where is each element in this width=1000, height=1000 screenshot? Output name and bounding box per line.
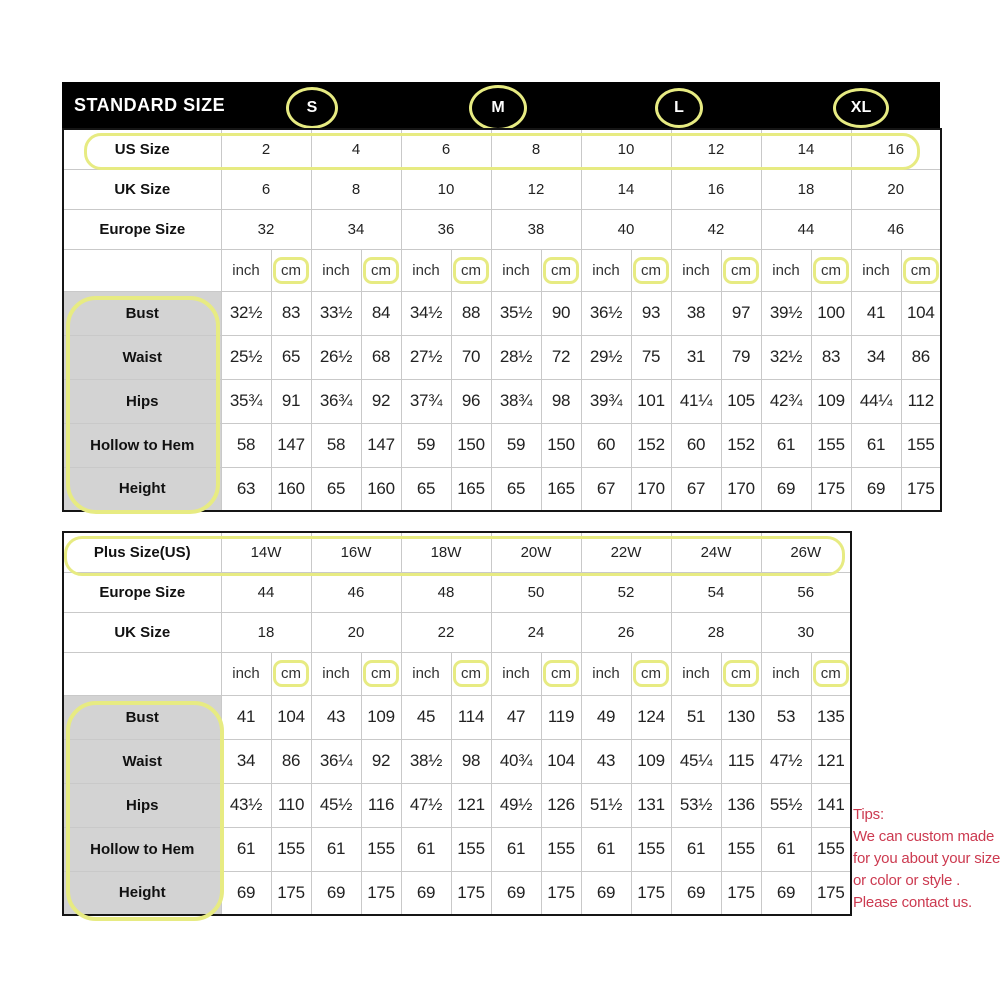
- hollow-to-hem-inch-value: 59: [401, 423, 451, 467]
- cm-highlight-ring: cm: [273, 257, 309, 284]
- hollow-to-hem-cm-value: 150: [541, 423, 581, 467]
- unit-row-label: [63, 652, 221, 695]
- plus-size-us-value: 24W: [671, 532, 761, 572]
- europe-size-value: 52: [581, 572, 671, 612]
- size-oval-xl: XL: [833, 88, 889, 128]
- height-inch-value: 69: [221, 871, 271, 915]
- waist-cm-value: 75: [631, 335, 671, 379]
- height-inch-value: 65: [491, 467, 541, 511]
- size-oval-l: L: [655, 88, 703, 128]
- us-size-value: 16: [851, 129, 941, 169]
- waist-inch-value: 28½: [491, 335, 541, 379]
- hollow-to-hem-cm-value: 155: [361, 827, 401, 871]
- tips-line: Please contact us.: [853, 894, 972, 911]
- bust-inch-value: 49: [581, 695, 631, 739]
- hips-cm-value: 131: [631, 783, 671, 827]
- hollow-to-hem-inch-value: 61: [401, 827, 451, 871]
- height-cm-value: 175: [271, 871, 311, 915]
- europe-size-row: [63, 209, 941, 249]
- hollow-to-hem-cm-value: 152: [721, 423, 761, 467]
- europe-size-value: 44: [761, 209, 851, 249]
- hollow-to-hem-inch-value: 61: [311, 827, 361, 871]
- cm-highlight-ring: cm: [633, 660, 669, 687]
- waist-cm-value: 109: [631, 739, 671, 783]
- standard-size-header: [62, 82, 940, 128]
- plus-size-us-value: 16W: [311, 532, 401, 572]
- cm-highlight-ring: cm: [363, 257, 399, 284]
- waist-row: [63, 335, 941, 379]
- height-inch-value: 69: [761, 467, 811, 511]
- hips-row: [63, 379, 941, 423]
- bust-inch-value: 51: [671, 695, 721, 739]
- unit-inch-cell: inch: [221, 249, 271, 291]
- europe-size-label: Europe Size: [63, 209, 221, 249]
- waist-label: Waist: [63, 335, 221, 379]
- waist-cm-value: 92: [361, 739, 401, 783]
- hollow-to-hem-inch-value: 61: [581, 827, 631, 871]
- height-cm-value: 175: [631, 871, 671, 915]
- uk-size-value: 16: [671, 169, 761, 209]
- europe-size-value: 46: [311, 572, 401, 612]
- hollow-to-hem-inch-value: 61: [491, 827, 541, 871]
- unit-inch-cell: inch: [401, 652, 451, 695]
- height-inch-value: 69: [401, 871, 451, 915]
- hollow-to-hem-cm-value: 155: [541, 827, 581, 871]
- height-inch-value: 69: [311, 871, 361, 915]
- waist-cm-value: 121: [811, 739, 851, 783]
- uk-size-label: UK Size: [63, 612, 221, 652]
- bust-row: [63, 695, 851, 739]
- europe-size-value: 36: [401, 209, 491, 249]
- hips-cm-value: 121: [451, 783, 491, 827]
- us-size-value: 6: [401, 129, 491, 169]
- hips-label: Hips: [63, 379, 221, 423]
- hollow-to-hem-inch-value: 58: [221, 423, 271, 467]
- height-row: [63, 871, 851, 915]
- cm-highlight-ring: cm: [273, 660, 309, 687]
- size-oval-m: M: [469, 85, 527, 131]
- hips-cm-value: 109: [811, 379, 851, 423]
- unit-cm-cell: [451, 652, 491, 695]
- cm-highlight-ring: cm: [813, 257, 849, 284]
- hips-row: [63, 783, 851, 827]
- bust-cm-value: 97: [721, 291, 761, 335]
- unit-inch-cell: inch: [851, 249, 901, 291]
- waist-cm-value: 65: [271, 335, 311, 379]
- us-size-value: 4: [311, 129, 401, 169]
- hips-cm-value: 126: [541, 783, 581, 827]
- hips-inch-value: 55½: [761, 783, 811, 827]
- hips-inch-value: 53½: [671, 783, 721, 827]
- us-size-value: 8: [491, 129, 581, 169]
- hips-inch-value: 41¼: [671, 379, 721, 423]
- cm-highlight-ring: cm: [633, 257, 669, 284]
- cm-highlight-ring: cm: [363, 660, 399, 687]
- unit-inch-cell: inch: [671, 652, 721, 695]
- us-size-value: 14: [761, 129, 851, 169]
- waist-inch-value: 31: [671, 335, 721, 379]
- waist-cm-value: 115: [721, 739, 761, 783]
- hips-cm-value: 110: [271, 783, 311, 827]
- hollow-to-hem-inch-value: 59: [491, 423, 541, 467]
- bust-cm-value: 84: [361, 291, 401, 335]
- us-size-value: 2: [221, 129, 311, 169]
- europe-size-value: 48: [401, 572, 491, 612]
- unit-cm-cell: [361, 652, 401, 695]
- cm-highlight-ring: cm: [543, 660, 579, 687]
- unit-inch-cell: inch: [491, 652, 541, 695]
- waist-inch-value: 27½: [401, 335, 451, 379]
- hollow-to-hem-inch-value: 58: [311, 423, 361, 467]
- bust-inch-value: 43: [311, 695, 361, 739]
- plus-size-us-row: [63, 532, 851, 572]
- europe-size-value: 34: [311, 209, 401, 249]
- waist-inch-value: 45¼: [671, 739, 721, 783]
- europe-size-value: 40: [581, 209, 671, 249]
- tips-line: for you about your size: [853, 850, 1000, 867]
- hollow-to-hem-inch-value: 61: [761, 423, 811, 467]
- plus-size-us-value: 22W: [581, 532, 671, 572]
- uk-size-value: 28: [671, 612, 761, 652]
- uk-size-label: UK Size: [63, 169, 221, 209]
- waist-cm-value: 104: [541, 739, 581, 783]
- waist-cm-value: 98: [451, 739, 491, 783]
- us-size-row: [63, 129, 941, 169]
- bust-cm-value: 135: [811, 695, 851, 739]
- waist-cm-value: 86: [271, 739, 311, 783]
- plus-size-us-value: 18W: [401, 532, 491, 572]
- bust-cm-value: 88: [451, 291, 491, 335]
- us-size-label: US Size: [63, 129, 221, 169]
- bust-cm-value: 109: [361, 695, 401, 739]
- unit-inch-cell: inch: [311, 249, 361, 291]
- bust-inch-value: 41: [851, 291, 901, 335]
- bust-cm-value: 100: [811, 291, 851, 335]
- plus-size-us-value: 20W: [491, 532, 581, 572]
- height-inch-value: 65: [401, 467, 451, 511]
- hollow-to-hem-inch-value: 61: [851, 423, 901, 467]
- uk-size-value: 30: [761, 612, 851, 652]
- height-inch-value: 63: [221, 467, 271, 511]
- waist-inch-value: 26½: [311, 335, 361, 379]
- uk-size-value: 18: [221, 612, 311, 652]
- height-inch-value: 69: [581, 871, 631, 915]
- europe-size-value: 54: [671, 572, 761, 612]
- hips-cm-value: 116: [361, 783, 401, 827]
- hips-cm-value: 112: [901, 379, 941, 423]
- hollow-to-hem-cm-value: 147: [271, 423, 311, 467]
- cm-highlight-ring: cm: [723, 257, 759, 284]
- unit-cm-cell: [901, 249, 941, 291]
- unit-cm-cell: [271, 249, 311, 291]
- tips-heading: Tips:: [853, 806, 884, 823]
- europe-size-value: 42: [671, 209, 761, 249]
- hips-cm-value: 91: [271, 379, 311, 423]
- hollow-to-hem-cm-value: 155: [811, 827, 851, 871]
- cm-highlight-ring: cm: [453, 257, 489, 284]
- bust-inch-value: 39½: [761, 291, 811, 335]
- unit-row: [63, 652, 851, 695]
- unit-cm-cell: [451, 249, 491, 291]
- hips-cm-value: 96: [451, 379, 491, 423]
- uk-size-value: 18: [761, 169, 851, 209]
- height-row: [63, 467, 941, 511]
- height-cm-value: 160: [361, 467, 401, 511]
- height-cm-value: 175: [811, 467, 851, 511]
- europe-size-row: [63, 572, 851, 612]
- uk-size-value: 24: [491, 612, 581, 652]
- uk-size-value: 20: [851, 169, 941, 209]
- unit-cm-cell: [721, 249, 761, 291]
- waist-inch-value: 40¾: [491, 739, 541, 783]
- bust-label: Bust: [63, 695, 221, 739]
- bust-inch-value: 35½: [491, 291, 541, 335]
- europe-size-value: 56: [761, 572, 851, 612]
- europe-size-label: Europe Size: [63, 572, 221, 612]
- unit-inch-cell: inch: [671, 249, 721, 291]
- bust-inch-value: 53: [761, 695, 811, 739]
- waist-cm-value: 79: [721, 335, 761, 379]
- waist-inch-value: 36¼: [311, 739, 361, 783]
- waist-inch-value: 29½: [581, 335, 631, 379]
- hollow-to-hem-cm-value: 155: [811, 423, 851, 467]
- hollow-to-hem-cm-value: 150: [451, 423, 491, 467]
- hollow-to-hem-cm-value: 147: [361, 423, 401, 467]
- bust-cm-value: 104: [901, 291, 941, 335]
- bust-cm-value: 93: [631, 291, 671, 335]
- hollow-to-hem-cm-value: 155: [631, 827, 671, 871]
- hips-inch-value: 45½: [311, 783, 361, 827]
- bust-inch-value: 47: [491, 695, 541, 739]
- hollow-to-hem-inch-value: 60: [671, 423, 721, 467]
- uk-size-value: 12: [491, 169, 581, 209]
- bust-label: Bust: [63, 291, 221, 335]
- unit-cm-cell: [541, 652, 581, 695]
- waist-inch-value: 34: [221, 739, 271, 783]
- waist-inch-value: 43: [581, 739, 631, 783]
- waist-inch-value: 34: [851, 335, 901, 379]
- uk-size-value: 6: [221, 169, 311, 209]
- cm-highlight-ring: cm: [903, 257, 939, 284]
- height-inch-value: 69: [671, 871, 721, 915]
- bust-cm-value: 114: [451, 695, 491, 739]
- uk-size-value: 8: [311, 169, 401, 209]
- unit-cm-cell: [541, 249, 581, 291]
- height-cm-value: 170: [631, 467, 671, 511]
- plus-size-us-value: 14W: [221, 532, 311, 572]
- height-inch-value: 67: [671, 467, 721, 511]
- plus-size-us-label: Plus Size(US): [63, 532, 221, 572]
- europe-size-value: 32: [221, 209, 311, 249]
- height-cm-value: 165: [541, 467, 581, 511]
- bust-inch-value: 41: [221, 695, 271, 739]
- hollow-to-hem-cm-value: 155: [451, 827, 491, 871]
- height-cm-value: 160: [271, 467, 311, 511]
- hips-cm-value: 141: [811, 783, 851, 827]
- europe-size-value: 44: [221, 572, 311, 612]
- hollow-to-hem-inch-value: 60: [581, 423, 631, 467]
- waist-inch-value: 32½: [761, 335, 811, 379]
- unit-inch-cell: inch: [581, 652, 631, 695]
- unit-inch-cell: inch: [761, 652, 811, 695]
- hollow-to-hem-inch-value: 61: [761, 827, 811, 871]
- size-oval-s: S: [286, 87, 338, 129]
- hollow-to-hem-inch-value: 61: [671, 827, 721, 871]
- cm-highlight-ring: cm: [813, 660, 849, 687]
- hollow-to-hem-cm-value: 152: [631, 423, 671, 467]
- hips-inch-value: 39¾: [581, 379, 631, 423]
- unit-cm-cell: [361, 249, 401, 291]
- hips-inch-value: 35¾: [221, 379, 271, 423]
- height-cm-value: 170: [721, 467, 761, 511]
- plus-size-table: [62, 531, 852, 916]
- bust-inch-value: 38: [671, 291, 721, 335]
- hips-label: Hips: [63, 783, 221, 827]
- waist-inch-value: 47½: [761, 739, 811, 783]
- standard-size-title: STANDARD SIZE: [74, 94, 226, 115]
- unit-cm-cell: [631, 249, 671, 291]
- hollow-to-hem-cm-value: 155: [721, 827, 761, 871]
- waist-inch-value: 25½: [221, 335, 271, 379]
- hollow-to-hem-inch-value: 61: [221, 827, 271, 871]
- uk-size-value: 14: [581, 169, 671, 209]
- unit-cm-cell: [721, 652, 761, 695]
- unit-inch-cell: inch: [581, 249, 631, 291]
- unit-inch-cell: inch: [761, 249, 811, 291]
- waist-cm-value: 86: [901, 335, 941, 379]
- hips-inch-value: 44¼: [851, 379, 901, 423]
- hips-cm-value: 105: [721, 379, 761, 423]
- hips-inch-value: 42¾: [761, 379, 811, 423]
- bust-cm-value: 83: [271, 291, 311, 335]
- height-cm-value: 165: [451, 467, 491, 511]
- unit-cm-cell: [811, 249, 851, 291]
- unit-inch-cell: inch: [491, 249, 541, 291]
- hips-inch-value: 36¾: [311, 379, 361, 423]
- unit-inch-cell: inch: [311, 652, 361, 695]
- height-cm-value: 175: [451, 871, 491, 915]
- uk-size-row: [63, 612, 851, 652]
- height-cm-value: 175: [811, 871, 851, 915]
- waist-inch-value: 38½: [401, 739, 451, 783]
- bust-row: [63, 291, 941, 335]
- cm-highlight-ring: cm: [453, 660, 489, 687]
- height-inch-value: 65: [311, 467, 361, 511]
- height-inch-value: 69: [761, 871, 811, 915]
- hips-inch-value: 37¾: [401, 379, 451, 423]
- waist-label: Waist: [63, 739, 221, 783]
- europe-size-value: 50: [491, 572, 581, 612]
- europe-size-value: 46: [851, 209, 941, 249]
- unit-inch-cell: inch: [221, 652, 271, 695]
- height-label: Height: [63, 467, 221, 511]
- hollow-to-hem-cm-value: 155: [901, 423, 941, 467]
- hollow-to-hem-cm-value: 155: [271, 827, 311, 871]
- unit-inch-cell: inch: [401, 249, 451, 291]
- uk-size-value: 10: [401, 169, 491, 209]
- hips-inch-value: 49½: [491, 783, 541, 827]
- unit-cm-cell: [271, 652, 311, 695]
- bust-cm-value: 124: [631, 695, 671, 739]
- hips-inch-value: 43½: [221, 783, 271, 827]
- waist-row: [63, 739, 851, 783]
- bust-inch-value: 33½: [311, 291, 361, 335]
- uk-size-row: [63, 169, 941, 209]
- custom-tips-note: [853, 804, 1000, 914]
- height-cm-value: 175: [721, 871, 761, 915]
- hollow-to-hem-label: Hollow to Hem: [63, 827, 221, 871]
- waist-cm-value: 83: [811, 335, 851, 379]
- tips-line: We can custom made: [853, 828, 995, 845]
- hollow-to-hem-row: [63, 827, 851, 871]
- bust-inch-value: 32½: [221, 291, 271, 335]
- unit-row: [63, 249, 941, 291]
- cm-highlight-ring: cm: [723, 660, 759, 687]
- unit-cm-cell: [811, 652, 851, 695]
- hollow-to-hem-label: Hollow to Hem: [63, 423, 221, 467]
- uk-size-value: 20: [311, 612, 401, 652]
- bust-cm-value: 90: [541, 291, 581, 335]
- height-cm-value: 175: [901, 467, 941, 511]
- cm-highlight-ring: cm: [543, 257, 579, 284]
- height-inch-value: 67: [581, 467, 631, 511]
- hips-cm-value: 92: [361, 379, 401, 423]
- hips-cm-value: 136: [721, 783, 761, 827]
- height-cm-value: 175: [361, 871, 401, 915]
- bust-inch-value: 34½: [401, 291, 451, 335]
- bust-cm-value: 119: [541, 695, 581, 739]
- height-inch-value: 69: [491, 871, 541, 915]
- waist-cm-value: 68: [361, 335, 401, 379]
- bust-cm-value: 130: [721, 695, 761, 739]
- waist-cm-value: 70: [451, 335, 491, 379]
- unit-row-label: [63, 249, 221, 291]
- hips-inch-value: 38¾: [491, 379, 541, 423]
- height-cm-value: 175: [541, 871, 581, 915]
- height-inch-value: 69: [851, 467, 901, 511]
- hips-cm-value: 98: [541, 379, 581, 423]
- uk-size-value: 22: [401, 612, 491, 652]
- us-size-value: 10: [581, 129, 671, 169]
- standard-size-table: [62, 128, 942, 512]
- plus-size-us-value: 26W: [761, 532, 851, 572]
- hips-inch-value: 47½: [401, 783, 451, 827]
- hollow-to-hem-row: [63, 423, 941, 467]
- uk-size-value: 26: [581, 612, 671, 652]
- bust-inch-value: 36½: [581, 291, 631, 335]
- height-label: Height: [63, 871, 221, 915]
- us-size-value: 12: [671, 129, 761, 169]
- hips-inch-value: 51½: [581, 783, 631, 827]
- waist-cm-value: 72: [541, 335, 581, 379]
- europe-size-value: 38: [491, 209, 581, 249]
- bust-inch-value: 45: [401, 695, 451, 739]
- hips-cm-value: 101: [631, 379, 671, 423]
- bust-cm-value: 104: [271, 695, 311, 739]
- tips-line: or color or style .: [853, 872, 961, 889]
- unit-cm-cell: [631, 652, 671, 695]
